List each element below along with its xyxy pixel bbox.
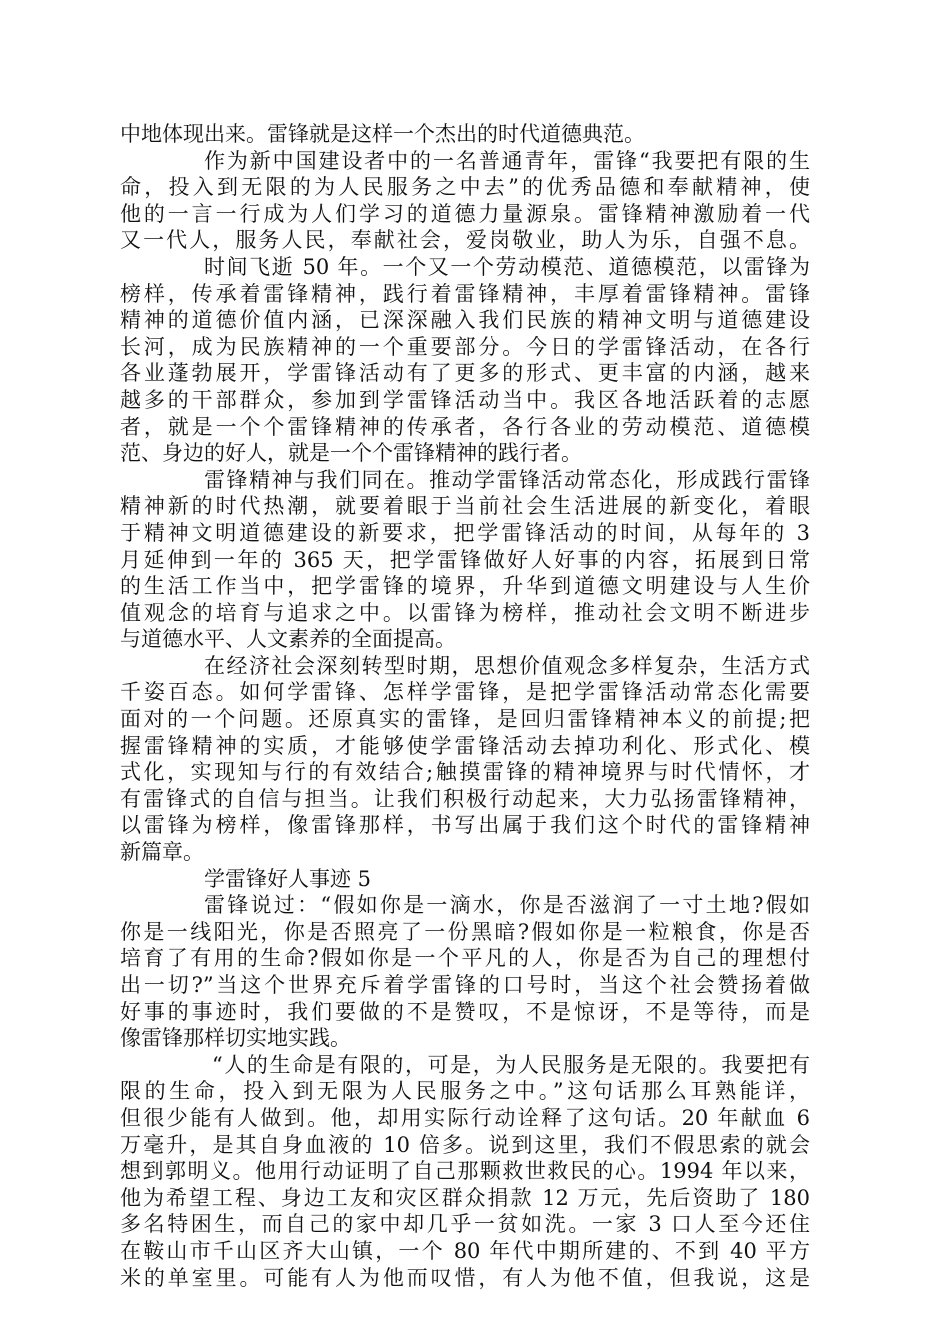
text-line: 像雷锋那样切实地实践。 [120,1026,351,1051]
text-line: 中地体现出来。雷锋就是这样一个杰出的时代道德典范。 [120,122,645,146]
text-line: 越多的干部群众，参加到学雷锋活动当中。我区各地活跃着的志愿 [120,387,810,412]
text-line: 时间飞逝 50 年。一个又一个劳动模范、道德模范，以雷锋为 [204,254,810,279]
text-line: 命，投入到无限的为人民服务之中去”的优秀品德和奉献精神，使 [120,175,810,200]
text-line: 米的单室里。可能有人为他而叹惜，有人为他不值，但我说，这是 [120,1265,810,1290]
text-line: 想到郭明义。他用行动证明了自己那颗救世救民的心。1994 年以来， [120,1159,810,1184]
text-line: 万毫升，是其自身血液的 10 倍多。说到这里，我们不假思索的就会 [120,1132,810,1157]
text-line: 多名特困生，而自己的家中却几乎一贫如洗。一家 3 口人至今还住 [120,1212,810,1237]
text-line: 在经济社会深刻转型时期，思想价值观念多样复杂，生活方式 [204,653,810,678]
text-line: 作为新中国建设者中的一名普通青年，雷锋“我要把有限的生 [204,148,810,173]
text-line: 长河，成为民族精神的一个重要部分。今日的学雷锋活动，在各行 [120,334,810,359]
text-line: 的生活工作当中，把学雷锋的境界，升华到道德文明建设与人生价 [120,574,810,599]
text-line: 雷锋精神与我们同在。推动学雷锋活动常态化，形成践行雷锋 [204,467,810,492]
text-line: 好事的事迹时，我们要做的不是赞叹，不是惊讶，不是等待，而是 [120,999,810,1024]
text-line: 榜样，传承着雷锋精神，践行着雷锋精神，丰厚着雷锋精神。雷锋 [120,281,810,306]
text-line: 你是一线阳光，你是否照亮了一份黑暗?假如你是一粒粮食，你是否 [120,919,810,944]
text-line: 者，就是一个个雷锋精神的传承者，各行各业的劳动模范、道德模 [120,414,810,439]
text-line: 与道德水平、人文素养的全面提高。 [120,627,456,652]
text-line: 培育了有用的生命?假如你是一个平凡的人，你是否为自己的理想付 [120,946,810,971]
text-line: “人的生命是有限的，可是，为人民服务是无限的。我要把有 [212,1052,810,1077]
text-line: 在鞍山市千山区齐大山镇，一个 80 年代中期所建的、不到 40 平方 [120,1238,810,1263]
text-line: 范、身边的好人，就是一个个雷锋精神的践行者。 [120,441,582,466]
text-line: 出一切?”当这个世界充斥着学雷锋的口号时，当这个社会赞扬着做 [120,973,810,997]
text-line: 又一代人，服务人民，奉献社会，爱岗敬业，助人为乐，自强不息。 [120,228,810,253]
text-line: 各业蓬勃展开，学雷锋活动有了更多的形式、更丰富的内涵，越来 [120,361,810,386]
document-page [120,121,810,1291]
text-line: 有雷锋式的自信与担当。让我们积极行动起来，大力弘扬雷锋精神， [120,786,810,811]
text-line: 以雷锋为榜样，像雷锋那样，书写出属于我们这个时代的雷锋精神 [120,813,810,838]
text-line: 值观念的培育与追求之中。以雷锋为榜样，推动社会文明不断进步 [120,600,810,625]
text-line: 他为希望工程、身边工友和灾区群众捐款 12 万元，先后资助了 180 [120,1185,810,1210]
text-line: 式化，实现知与行的有效结合;触摸雷锋的精神境界与时代情怀，才 [120,760,810,785]
text-line: 精神新的时代热潮，就要着眼于当前社会生活进展的新变化，着眼 [120,494,810,519]
text-line: 面对的一个问题。还原真实的雷锋，是回归雷锋精神本义的前提;把 [120,707,810,732]
text-line: 新篇章。 [120,840,204,865]
text-line: 雷锋说过：“假如你是一滴水，你是否滋润了一寸土地?假如 [204,893,810,918]
text-line: 月延伸到一年的 365 天，把学雷锋做好人好事的内容，拓展到日常 [120,547,810,572]
text-line: 握雷锋精神的实质，才能够使学雷锋活动去掉功利化、形式化、模 [120,733,810,758]
text-line: 学雷锋好人事迹 5 [204,866,372,891]
text-line: 但很少能有人做到。他，却用实际行动诠释了这句话。20 年献血 6 [120,1105,810,1130]
text-line: 千姿百态。如何学雷锋、怎样学雷锋，是把学雷锋活动常态化需要 [120,680,810,705]
text-line: 于精神文明道德建设的新要求，把学雷锋活动的时间，从每年的 3 [120,520,810,545]
text-line: 他的一言一行成为人们学习的道德力量源泉。雷锋精神激励着一代 [120,201,810,226]
text-line: 限的生命，投入到无限为人民服务之中。”这句话那么耳熟能详， [120,1079,810,1104]
text-line: 精神的道德价值内涵，已深深融入我们民族的精神文明与道德建设 [120,308,810,333]
